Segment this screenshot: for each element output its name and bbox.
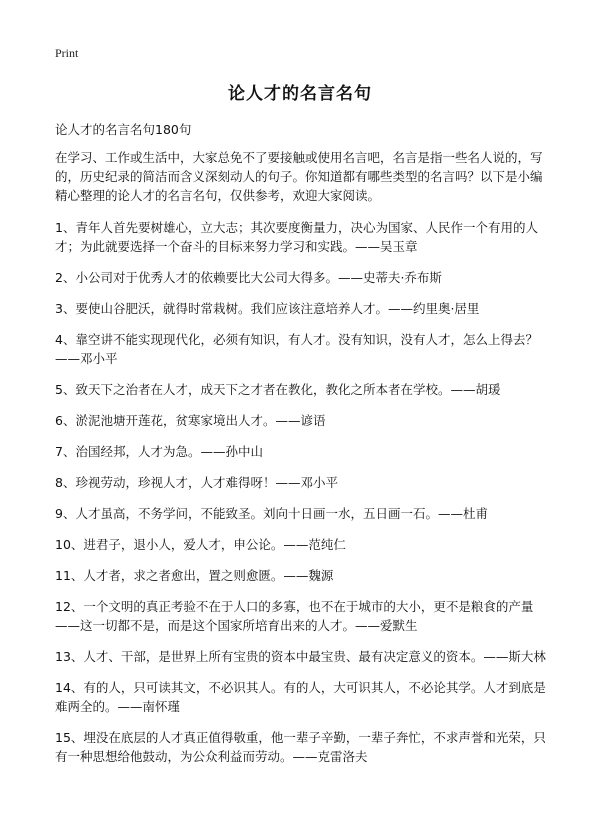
quote-item: 12、一个文明的真正考验不在于人口的多寡，也不在于城市的大小，更不是粮食的产量——这一切都不是，而是这个国家所培育出来的人才。——爱默生: [55, 599, 534, 633]
quote-item: 11、人才者，求之者愈出，置之则愈匮。——魏源: [55, 568, 334, 583]
page-title: 论人才的名言名句: [228, 84, 372, 104]
quote-item: 9、人才虽高，不务学问，不能致圣。刘向十日画一水，五日画一石。——杜甫: [55, 506, 488, 521]
quote-item: 2、小公司对于优秀人才的依赖要比大公司大得多。——史蒂夫·乔布斯: [55, 270, 442, 285]
quote-item: 5、致天下之治者在人才，成天下之才者在教化，教化之所本者在学校。——胡瑗: [55, 382, 501, 397]
quote-item: 7、治国经邦，人才为急。——孙中山: [55, 444, 263, 459]
article-body: [55, 148, 550, 778]
quote-item: 8、珍视劳动，珍视人才，人才难得呀！——邓小平: [55, 475, 338, 490]
quote-item: 1、青年人首先要树雄心，立大志；其次要度衡量力，决心为国家、人民作一个有用的人才；为此就要选择一个奋斗的目标来努力学习和实践。——吴玉章: [55, 220, 538, 254]
quote-item: 3、要使山谷肥沃，就得时常栽树。我们应该注意培养人才。——约里奥·居里: [55, 301, 480, 316]
quote-item: 10、进君子，退小人，爱人才，申公论。——范纯仁: [55, 537, 346, 552]
quote-item: 6、淤泥池塘开莲花，贫寒家境出人才。——谚语: [55, 413, 326, 428]
quote-item: 14、有的人，只可读其文，不必识其人。有的人，大可识其人，不必论其学。人才到底是难两全的。——南怀瑾: [55, 680, 546, 714]
quote-item: 4、靠空讲不能实现现代化，必须有知识，有人才。没有知识，没有人才，怎么上得去？——邓小平: [55, 332, 538, 366]
intro-paragraph: 在学习、工作或生活中，大家总免不了要接触或使用名言吧，名言是指一些名人说的，写的，历史纪录的简洁而含义深刻动人的句子。你知道都有哪些类型的名言吗？以下是小编精心整理的论人才的名言名句，仅供参考，欢迎大家阅读。: [55, 150, 543, 203]
quote-item: 13、人才、干部，是世界上所有宝贵的资本中最宝贵、最有决定意义的资本。——斯大林: [55, 649, 546, 664]
quote-item: 15、埋没在底层的人才真正值得敬重，他一辈子辛勤，一辈子奔忙，不求声誉和光荣，只有一种思想给他鼓动，为公众利益而劳动。——克雷洛夫: [55, 730, 546, 764]
print-label[interactable]: Print: [55, 46, 79, 60]
page-subtitle: 论人才的名言名句180句: [55, 122, 192, 137]
